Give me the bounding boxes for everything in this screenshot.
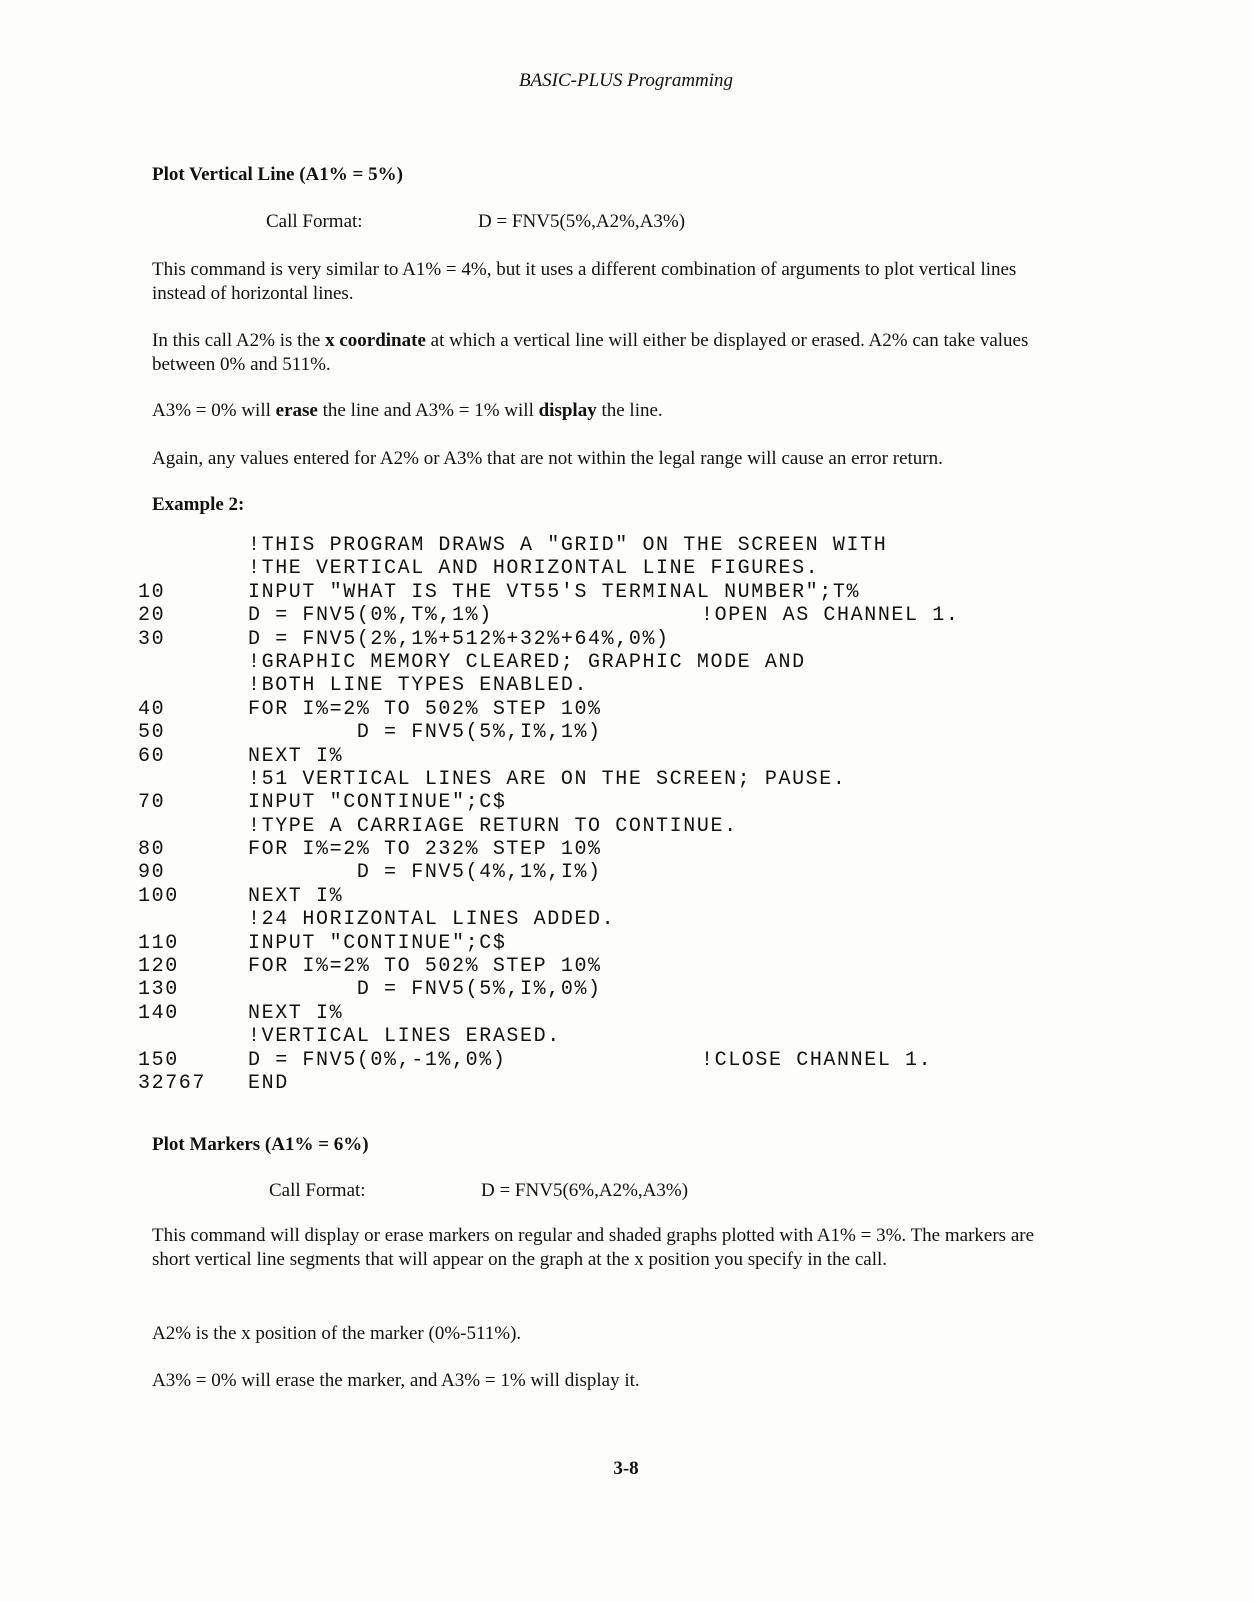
example-title: Example 2: — [152, 494, 245, 515]
line-number: 130 — [138, 978, 179, 1002]
call-format-value: D = FNV5(5%,A2%,A3%) — [478, 211, 686, 232]
code-text: END — [248, 1071, 289, 1095]
code-text: NEXT I% — [248, 1001, 344, 1025]
code-line — [138, 815, 1138, 838]
code-line — [138, 557, 1138, 580]
code-text: NEXT I% — [248, 744, 344, 768]
code-line — [138, 628, 1138, 651]
code-text: FOR I%=2% TO 232% STEP 10% — [248, 838, 602, 862]
paragraph-x-coordinate: In this call A2% is the x coordinate at which a vertical line will either be displayed or erased. A2% can take values between 0% and 511%. — [152, 330, 1029, 375]
paragraph-similar-command: This command is very similar to A1% = 4%, but it uses a different combination of arguments to plot vertical lines instead of horizontal lines. — [152, 259, 1017, 304]
code-text: FOR I%=2% TO 502% STEP 10% — [248, 697, 602, 721]
code-text: D = FNV5(4%,1%,I%) — [248, 861, 602, 885]
code-line — [138, 1025, 1138, 1048]
line-number: 120 — [138, 955, 179, 979]
code-line — [138, 674, 1138, 697]
code-line — [138, 955, 1138, 978]
code-text: D = FNV5(5%,I%,0%) — [248, 978, 602, 1002]
code-text: D = FNV5(0%,T%,1%) — [248, 604, 493, 628]
line-number: 110 — [138, 931, 179, 955]
paragraph-erase-display: A3% = 0% will erase the line and A3% = 1% will display the line. — [152, 400, 663, 421]
code-line — [138, 932, 1138, 955]
code-text: !TYPE A CARRIAGE RETURN TO CONTINUE. — [248, 814, 738, 838]
code-text: !VERTICAL LINES ERASED. — [248, 1025, 561, 1049]
code-text: !THE VERTICAL AND HORIZONTAL LINE FIGURES. — [248, 557, 820, 581]
code-line — [138, 885, 1138, 908]
call-format-value-2: D = FNV5(6%,A2%,A3%) — [481, 1180, 689, 1201]
code-comment: !OPEN AS CHANNEL 1. — [701, 604, 960, 628]
code-text: !THIS PROGRAM DRAWS A "GRID" ON THE SCREEN WITH — [248, 534, 888, 557]
line-number: 40 — [138, 697, 166, 721]
code-line — [138, 838, 1138, 861]
code-line — [138, 1049, 1138, 1072]
code-text: D = FNV5(2%,1%+512%+32%+64%,0%) — [248, 627, 670, 651]
code-line — [138, 861, 1138, 884]
paragraph-marker-position: A2% is the x position of the marker (0%-511%). — [152, 1323, 522, 1344]
code-text: !24 HORIZONTAL LINES ADDED. — [248, 908, 616, 932]
line-number: 60 — [138, 744, 166, 768]
code-text: INPUT "WHAT IS THE VT55'S TERMINAL NUMBER";T% — [248, 580, 861, 604]
line-number: 30 — [138, 627, 166, 651]
line-number: 140 — [138, 1001, 179, 1025]
line-number: 70 — [138, 791, 166, 815]
line-number: 20 — [138, 604, 166, 628]
line-number: 10 — [138, 580, 166, 604]
code-comment: !CLOSE CHANNEL 1. — [701, 1048, 933, 1072]
code-text: INPUT "CONTINUE";C$ — [248, 931, 507, 955]
code-text: !GRAPHIC MEMORY CLEARED; GRAPHIC MODE AND — [248, 650, 806, 674]
code-line — [138, 1072, 1138, 1095]
code-line — [138, 745, 1138, 768]
code-line — [138, 534, 1138, 557]
code-text: !51 VERTICAL LINES ARE ON THE SCREEN; PAUSE. — [248, 767, 847, 791]
paragraph-marker-erase: A3% = 0% will erase the marker, and A3% = 1% will display it. — [152, 1370, 640, 1391]
line-number: 100 — [138, 884, 179, 908]
code-line — [138, 604, 1138, 627]
code-text: D = FNV5(0%,-1%,0%) — [248, 1048, 507, 1072]
code-line — [138, 651, 1138, 674]
line-number: 50 — [138, 721, 166, 745]
code-text: FOR I%=2% TO 502% STEP 10% — [248, 955, 602, 979]
line-number: 90 — [138, 861, 166, 885]
code-text: INPUT "CONTINUE";C$ — [248, 791, 507, 815]
code-line — [138, 1002, 1138, 1025]
code-line — [138, 581, 1138, 604]
code-line — [138, 791, 1138, 814]
line-number: 150 — [138, 1048, 179, 1072]
section-title-plot-vertical-line: Plot Vertical Line (A1% = 5%) — [152, 164, 403, 185]
code-line — [138, 768, 1138, 791]
code-listing — [138, 534, 1138, 1095]
line-number: 80 — [138, 838, 166, 862]
code-text: D = FNV5(5%,I%,1%) — [248, 721, 602, 745]
call-format-label-2: Call Format: — [269, 1180, 366, 1201]
code-line — [138, 908, 1138, 931]
paragraph-markers: This command will display or erase markers on regular and shaded graphs plotted with A1% = 3%. The markers are short vertical line segments that will appear on the graph at the x position you specify in the call. — [152, 1225, 1035, 1270]
line-number: 32767 — [138, 1071, 207, 1095]
paragraph-error-return: Again, any values entered for A2% or A3% that are not within the legal range will cause an error return. — [152, 448, 943, 469]
call-format-label: Call Format: — [266, 211, 363, 232]
running-header: BASIC-PLUS Programming — [518, 70, 734, 91]
section-title-plot-markers: Plot Markers (A1% = 6%) — [152, 1134, 369, 1155]
code-line — [138, 698, 1138, 721]
page-number: 3-8 — [613, 1458, 639, 1479]
code-text: !BOTH LINE TYPES ENABLED. — [248, 674, 589, 698]
code-line — [138, 978, 1138, 1001]
code-line — [138, 721, 1138, 744]
code-text: NEXT I% — [248, 884, 344, 908]
